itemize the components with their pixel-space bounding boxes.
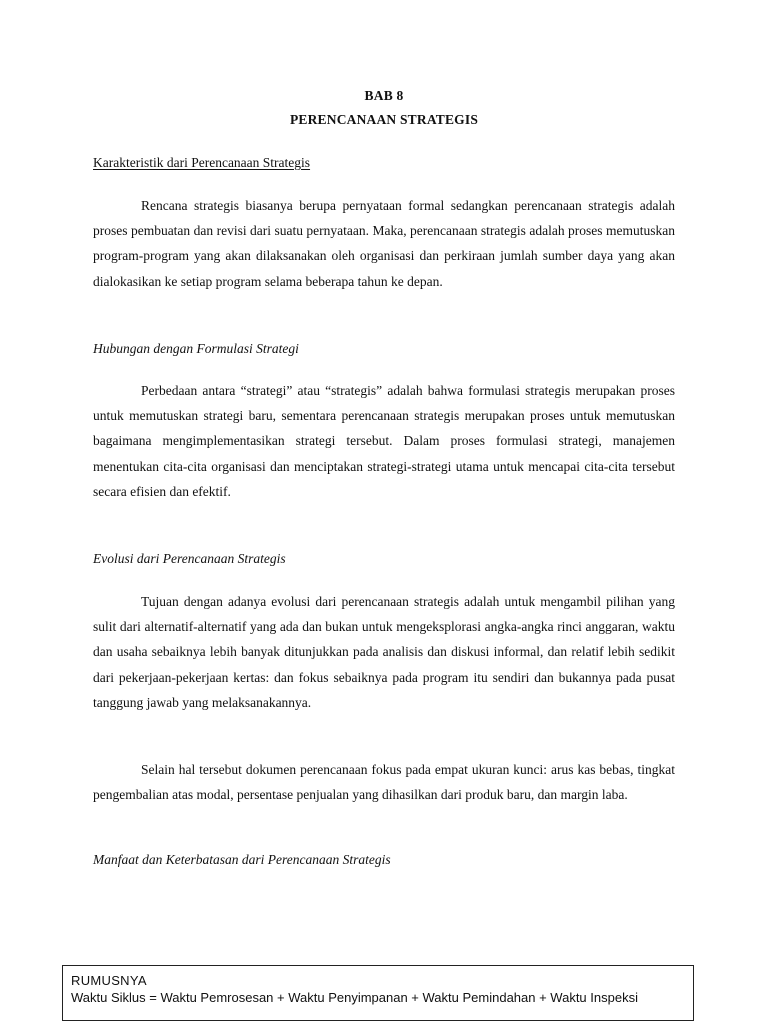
paragraph-evolusi-1: Tujuan dengan adanya evolusi dari perencanaan strategis adalah untuk mengambil pilihan yang sulit dari alternatif-alternatif yang ada dan bukan untuk mengeksplorasi angka-angka rinci anggaran, waktu dan usaha sebaiknya lebih banyak ditunjukkan pada analisis dan diskusi informal, dan relatif lebih sedikit dari pekerjaan-pekerjaan kertas: dan fokus sebaiknya pada program itu sendiri dan bukannya pada pusat tanggung jawab yang melaksanakannya. [93, 594, 675, 710]
section-heading-evolusi: Evolusi dari Perencanaan Strategis [93, 551, 286, 566]
section-heading-hubungan: Hubungan dengan Formulasi Strategi [93, 341, 299, 356]
section-heading-karakteristik: Karakteristik dari Perencanaan Strategis [93, 155, 311, 170]
paragraph-hubungan: Perbedaan antara “strategi” atau “strategis” adalah bahwa formulasi strategis merupakan proses untuk memutuskan strategi baru, sementara perencanaan strategis merupakan proses untuk memutuskan bagaimana mengimplementasikan strategi tersebut. Dalam proses formulasi strategi, manajemen menentukan cita-cita organisasi dan menciptakan strategi-strategi utama untuk mencapai cita-cita tersebut secara efisien dan efektif. [93, 383, 675, 499]
paragraph-karakteristik: Rencana strategis biasanya berupa pernyataan formal sedangkan perencanaan strategis adalah proses pembuatan dan revisi dari suatu pernyataan. Maka, perencanaan strategis adalah proses memutuskan program-program yang akan dilaksanakan oleh organisasi dan perkiraan jumlah sumber daya yang akan dialokasikan ke setiap program selama beberapa tahun ke depan. [93, 198, 675, 289]
chapter-title: PERENCANAAN STRATEGIS [289, 112, 479, 127]
section-heading-manfaat: Manfaat dan Keterbatasan dari Perencanaan Strategis [93, 852, 391, 867]
formula-equation: Waktu Siklus = Waktu Pemrosesan + Waktu Penyimpanan + Waktu Pemindahan + Waktu Inspeksi [71, 990, 638, 1005]
paragraph-evolusi-2: Selain hal tersebut dokumen perencanaan fokus pada empat ukuran kunci: arus kas bebas, tingkat pengembalian atas modal, persentase penjualan yang dihasilkan dari produk baru, dan margin laba. [93, 762, 675, 803]
formula-box [62, 965, 694, 1021]
chapter-number: BAB 8 [364, 88, 404, 103]
formula-label: RUMUSNYA [71, 973, 147, 988]
